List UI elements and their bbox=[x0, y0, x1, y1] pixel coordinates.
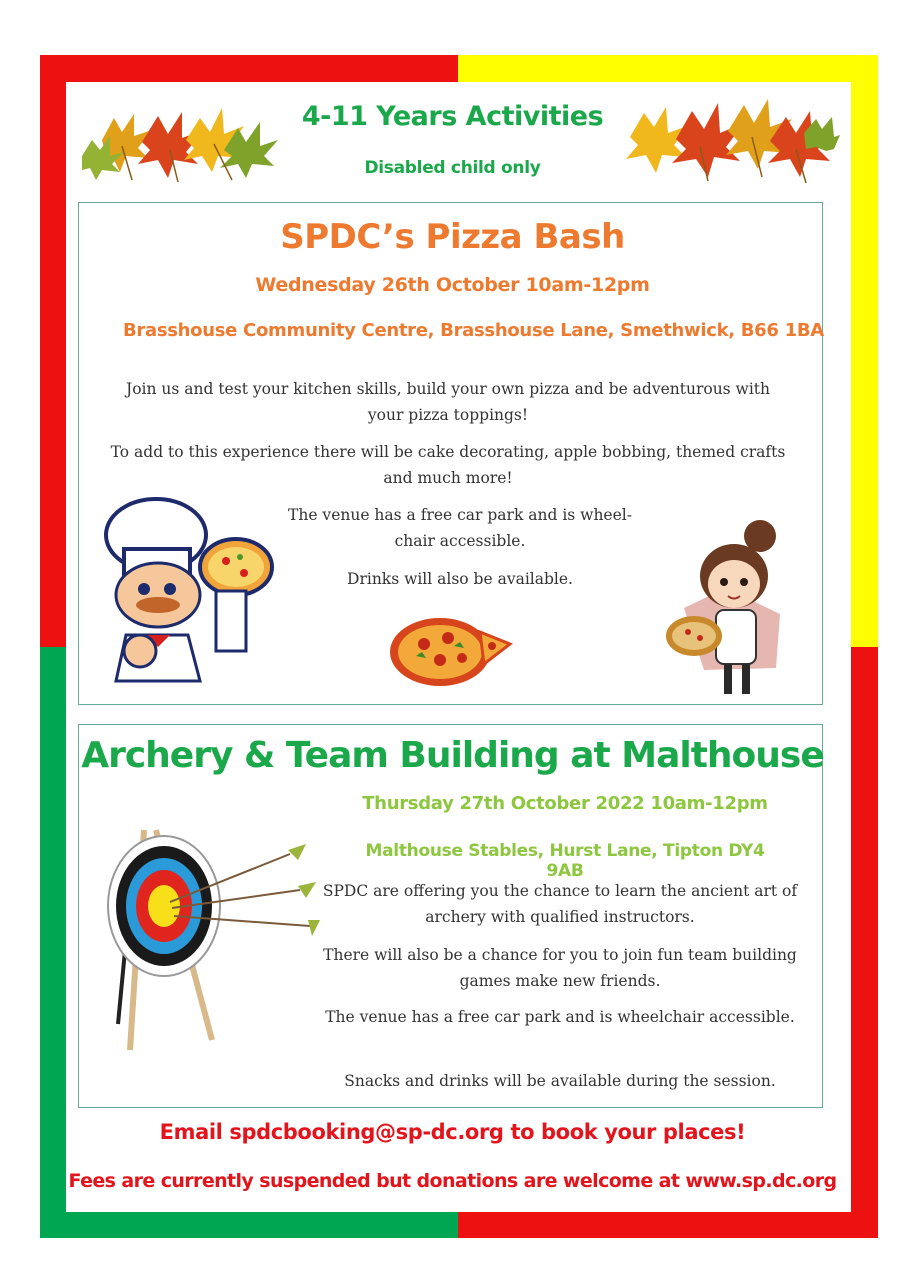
girl-with-pizza-icon bbox=[664, 518, 800, 702]
pizza-icon bbox=[388, 612, 513, 690]
archery-date: Thursday 27th October 2022 10am-12pm bbox=[362, 793, 768, 814]
archery-venue: Malthouse Stables, Hurst Lane, Tipton DY4 9AB bbox=[365, 841, 765, 881]
pizza-bash-date: Wednesday 26th October 10am-12pm bbox=[255, 274, 650, 296]
archery-target-icon bbox=[100, 820, 320, 1060]
fees-donations-line: Fees are currently suspended but donations are welcome at www.sp.dc.org bbox=[68, 1170, 837, 1192]
archery-paragraph: SPDC are offering you the chance to learn the ancient art of archery with qualified instructors. bbox=[322, 882, 798, 926]
pizza-bash-venue: Brasshouse Community Centre, Brasshouse Lane, Smethwick, B66 1BA bbox=[123, 320, 824, 341]
pizza-bash-title: SPDC’s Pizza Bash bbox=[280, 217, 625, 257]
chef-icon bbox=[96, 495, 276, 685]
archery-paragraph: There will also be a chance for you to join fun team building games make new friends. bbox=[323, 946, 797, 990]
pizza-bash-paragraph: The venue has a free car park and is wheel-chair accessible. bbox=[288, 506, 632, 550]
page-subtitle: Disabled child only bbox=[364, 158, 541, 178]
archery-title: Archery & Team Building at Malthouse bbox=[81, 735, 824, 776]
pizza-bash-paragraph: Join us and test your kitchen skills, build your own pizza and be adventurous with your pizza toppings! bbox=[125, 380, 770, 424]
pizza-bash-paragraph: To add to this experience there will be cake decorating, apple bobbing, themed crafts and much more! bbox=[110, 443, 786, 487]
archery-paragraph: Snacks and drinks will be available during the session. bbox=[344, 1072, 776, 1090]
archery-paragraph: The venue has a free car park and is wheelchair accessible. bbox=[325, 1008, 795, 1026]
page-title: 4-11 Years Activities bbox=[301, 101, 604, 132]
pizza-bash-paragraph: Drinks will also be available. bbox=[347, 570, 573, 588]
booking-email-line: Email spdcbooking@sp-dc.org to book your places! bbox=[159, 1120, 746, 1144]
